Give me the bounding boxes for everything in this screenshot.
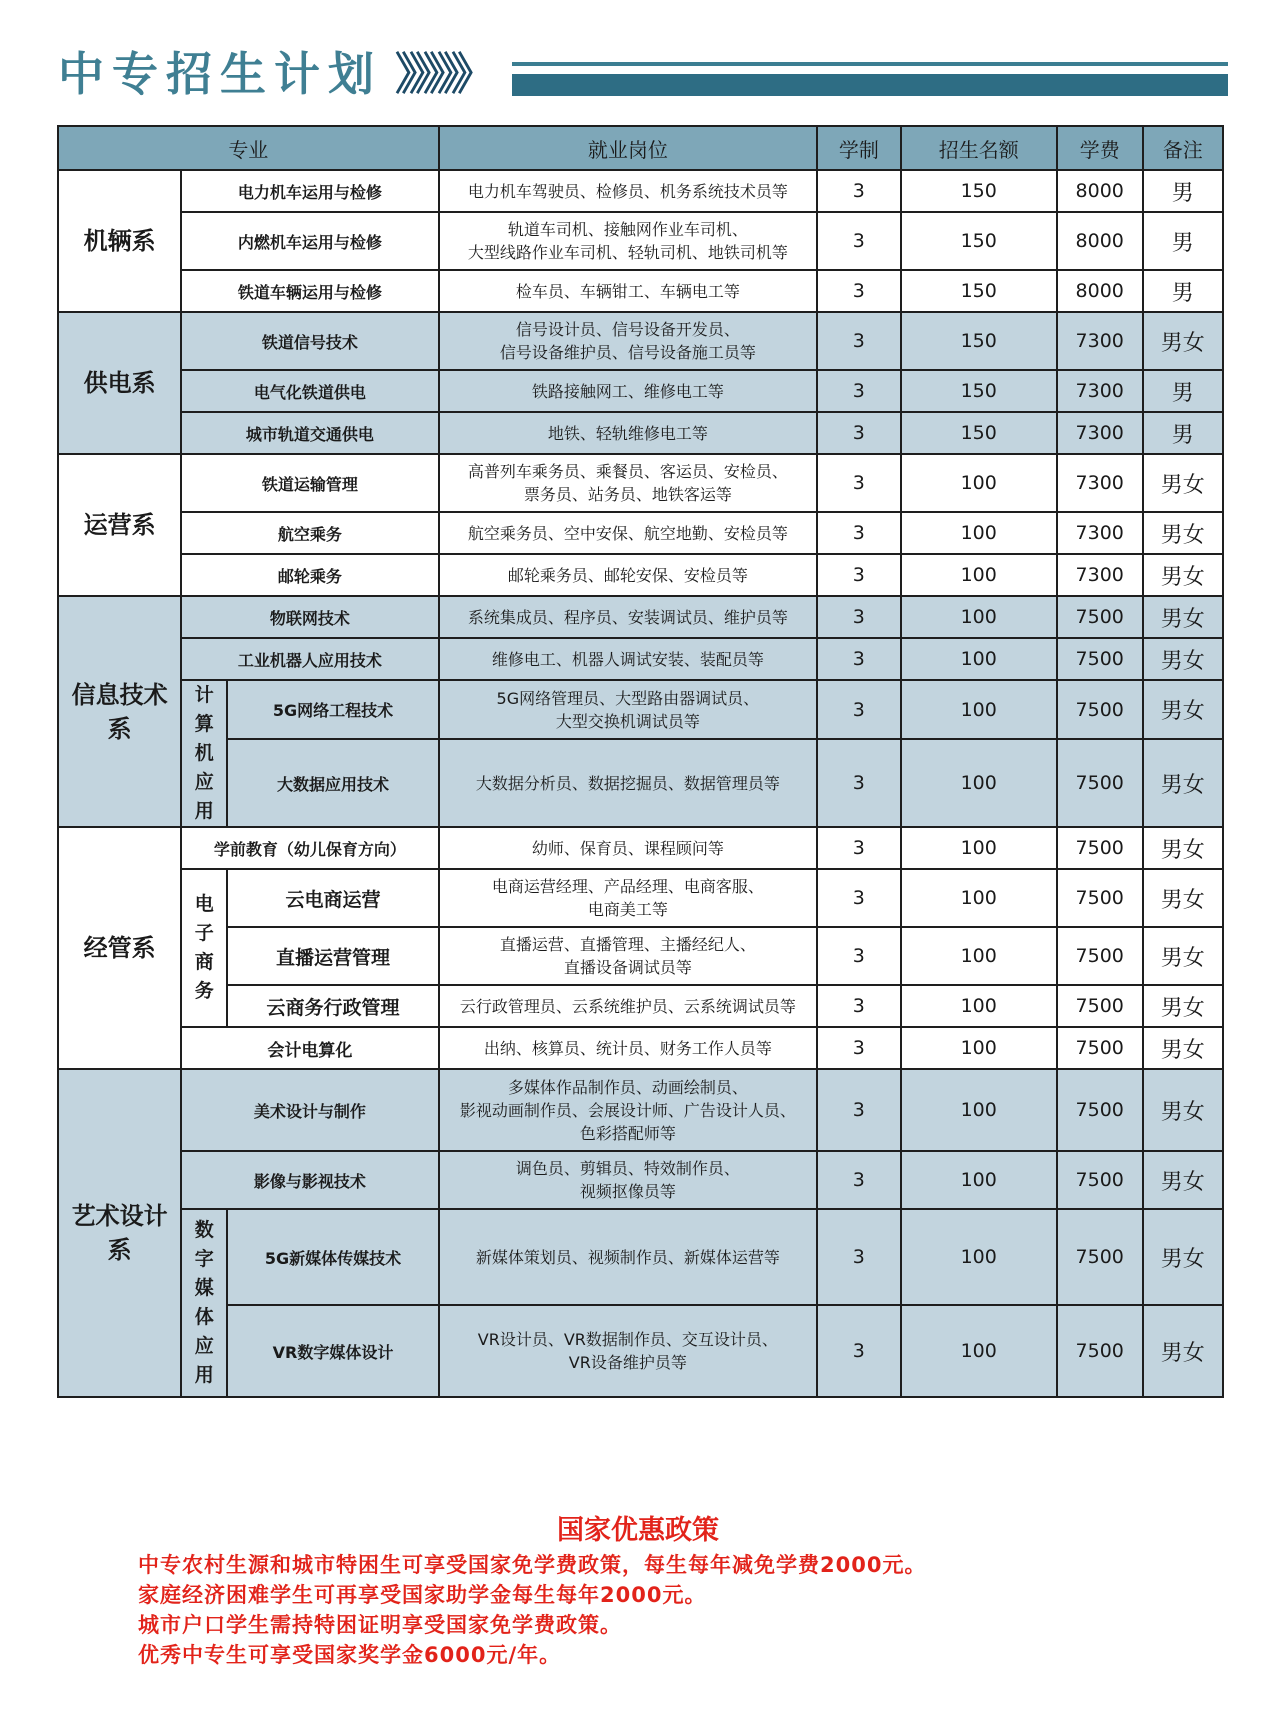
table-row [58, 638, 1223, 680]
fee-cell: 7300 [1057, 512, 1143, 554]
quota-cell: 100 [901, 680, 1057, 739]
jobs-cell: 电力机车驾驶员、检修员、机务系统技术员等 [439, 170, 817, 212]
jobs-cell: 维修电工、机器人调试安装、装配员等 [439, 638, 817, 680]
sub-category-cell [181, 680, 227, 827]
major-cell: 铁道运输管理 [181, 454, 438, 512]
major-cell: 铁道信号技术 [181, 312, 438, 370]
quota-cell: 100 [901, 1069, 1057, 1151]
policy-line: 家庭经济困难学生可再享受国家助学金每生每年2000元。 [138, 1583, 707, 1607]
note-cell: 男 [1143, 370, 1223, 412]
table-row [58, 554, 1223, 596]
table-row [58, 927, 1223, 985]
fee-cell: 7500 [1057, 1027, 1143, 1069]
note-cell: 男女 [1143, 312, 1223, 370]
years-cell: 3 [817, 1069, 901, 1151]
table-row [58, 869, 1223, 927]
major-cell: 直播运营管理 [227, 927, 438, 985]
header-fee: 学费 [1057, 126, 1143, 170]
quota-cell: 150 [901, 212, 1057, 270]
major-cell: 大数据应用技术 [227, 739, 438, 827]
table-row [58, 512, 1223, 554]
fee-cell: 7300 [1057, 370, 1143, 412]
major-cell: 城市轨道交通供电 [181, 412, 438, 454]
sub-category-cell [181, 869, 227, 1027]
fee-cell: 7500 [1057, 739, 1143, 827]
major-cell: 电气化铁道供电 [181, 370, 438, 412]
jobs-cell: 5G网络管理员、大型路由器调试员、 大型交换机调试员等 [439, 680, 817, 739]
quota-cell: 100 [901, 454, 1057, 512]
jobs-cell: 高普列车乘务员、乘餐员、客运员、安检员、 票务员、站务员、地铁客运等 [439, 454, 817, 512]
table-row [58, 312, 1223, 370]
quota-cell: 100 [901, 512, 1057, 554]
fee-cell: 7500 [1057, 1069, 1143, 1151]
years-cell: 3 [817, 739, 901, 827]
jobs-cell: 电商运营经理、产品经理、电商客服、 电商美工等 [439, 869, 817, 927]
fee-cell: 7300 [1057, 412, 1143, 454]
note-cell: 男 [1143, 270, 1223, 312]
quota-cell: 100 [901, 985, 1057, 1027]
jobs-cell: 信号设计员、信号设备开发员、 信号设备维护员、信号设备施工员等 [439, 312, 817, 370]
jobs-cell: 多媒体作品制作员、动画绘制员、 影视动画制作员、会展设计师、广告设计人员、 色彩搭配师等 [439, 1069, 817, 1151]
years-cell: 3 [817, 1027, 901, 1069]
fee-cell: 7300 [1057, 454, 1143, 512]
years-cell: 3 [817, 554, 901, 596]
fee-cell: 7300 [1057, 312, 1143, 370]
quota-cell: 100 [901, 1209, 1057, 1305]
quota-cell: 100 [901, 1027, 1057, 1069]
policy-line: 中专农村生源和城市特困生可享受国家免学费政策，每生每年减免学费2000元。 [138, 1553, 927, 1577]
jobs-cell: 直播运营、直播管理、主播经纪人、 直播设备调试员等 [439, 927, 817, 985]
quota-cell: 100 [901, 1151, 1057, 1209]
jobs-cell: 地铁、轻轨维修电工等 [439, 412, 817, 454]
header-years: 学制 [817, 126, 901, 170]
enrollment-table [57, 125, 1224, 1398]
header-note: 备注 [1143, 126, 1223, 170]
note-cell: 男女 [1143, 1069, 1223, 1151]
major-cell: 学前教育（幼儿保育方向） [181, 827, 438, 869]
table-row [58, 1209, 1223, 1305]
page-title: 中专招生计划 [58, 47, 382, 101]
note-cell: 男女 [1143, 827, 1223, 869]
table-row [58, 1027, 1223, 1069]
quota-cell: 100 [901, 554, 1057, 596]
major-cell: 电力机车运用与检修 [181, 170, 438, 212]
quota-cell: 150 [901, 412, 1057, 454]
quota-cell: 100 [901, 927, 1057, 985]
note-cell: 男女 [1143, 739, 1223, 827]
quota-cell: 150 [901, 270, 1057, 312]
policy-line: 优秀中专生可享受国家奖学金6000元/年。 [138, 1643, 562, 1667]
table-row [58, 1069, 1223, 1151]
table-row [58, 1151, 1223, 1209]
policy-line: 城市户口学生需持特困证明享受国家免学费政策。 [138, 1613, 622, 1637]
quota-cell: 150 [901, 170, 1057, 212]
note-cell: 男女 [1143, 1305, 1223, 1397]
policy-list [138, 1550, 926, 1670]
jobs-cell: 大数据分析员、数据挖掘员、数据管理员等 [439, 739, 817, 827]
quota-cell: 100 [901, 827, 1057, 869]
table-row [58, 985, 1223, 1027]
jobs-cell: 铁路接触网工、维修电工等 [439, 370, 817, 412]
fee-cell: 7500 [1057, 1151, 1143, 1209]
chevron-decoration: 》》》》》 [395, 49, 487, 100]
quota-cell: 100 [901, 1305, 1057, 1397]
quota-cell: 100 [901, 638, 1057, 680]
sub-category-label: 电 子 商 务 [194, 893, 214, 1002]
fee-cell: 7500 [1057, 1305, 1143, 1397]
jobs-cell: 邮轮乘务员、邮轮安保、安检员等 [439, 554, 817, 596]
table-row [58, 370, 1223, 412]
major-cell: 会计电算化 [181, 1027, 438, 1069]
table-row [58, 739, 1223, 827]
years-cell: 3 [817, 596, 901, 638]
fee-cell: 8000 [1057, 170, 1143, 212]
header-jobs: 就业岗位 [439, 126, 817, 170]
fee-cell: 7500 [1057, 1209, 1143, 1305]
note-cell: 男 [1143, 412, 1223, 454]
fee-cell: 7500 [1057, 927, 1143, 985]
quota-cell: 100 [901, 739, 1057, 827]
fee-cell: 7500 [1057, 869, 1143, 927]
major-cell: 5G新媒体传媒技术 [227, 1209, 438, 1305]
table-row [58, 596, 1223, 638]
years-cell: 3 [817, 1151, 901, 1209]
table-row [58, 212, 1223, 270]
years-cell: 3 [817, 985, 901, 1027]
years-cell: 3 [817, 270, 901, 312]
years-cell: 3 [817, 927, 901, 985]
quota-cell: 150 [901, 370, 1057, 412]
years-cell: 3 [817, 680, 901, 739]
fee-cell: 7500 [1057, 827, 1143, 869]
major-cell: 工业机器人应用技术 [181, 638, 438, 680]
note-cell: 男女 [1143, 512, 1223, 554]
major-cell: 航空乘务 [181, 512, 438, 554]
jobs-cell: 轨道车司机、接触网作业车司机、 大型线路作业车司机、轻轨司机、地铁司机等 [439, 212, 817, 270]
years-cell: 3 [817, 1209, 901, 1305]
note-cell: 男女 [1143, 454, 1223, 512]
major-cell: 邮轮乘务 [181, 554, 438, 596]
table-row [58, 412, 1223, 454]
years-cell: 3 [817, 512, 901, 554]
major-cell: 美术设计与制作 [181, 1069, 438, 1151]
jobs-cell: 系统集成员、程序员、安装调试员、维护员等 [439, 596, 817, 638]
table-row [58, 270, 1223, 312]
note-cell: 男女 [1143, 638, 1223, 680]
note-cell: 男 [1143, 170, 1223, 212]
policy-title: 国家优惠政策 [557, 1515, 719, 1546]
note-cell: 男女 [1143, 927, 1223, 985]
sub-category-cell [181, 1209, 227, 1397]
jobs-cell: 幼师、保育员、课程顾问等 [439, 827, 817, 869]
major-cell: VR数字媒体设计 [227, 1305, 438, 1397]
dept-cell: 艺术设计系 [58, 1069, 181, 1397]
note-cell: 男女 [1143, 985, 1223, 1027]
fee-cell: 7500 [1057, 638, 1143, 680]
years-cell: 3 [817, 1305, 901, 1397]
fee-cell: 7500 [1057, 596, 1143, 638]
note-cell: 男女 [1143, 596, 1223, 638]
jobs-cell: 航空乘务员、空中安保、航空地勤、安检员等 [439, 512, 817, 554]
dept-cell: 运营系 [58, 454, 181, 596]
years-cell: 3 [817, 454, 901, 512]
major-cell: 5G网络工程技术 [227, 680, 438, 739]
header-rule-thick [512, 74, 1228, 96]
years-cell: 3 [817, 827, 901, 869]
major-cell: 云电商运营 [227, 869, 438, 927]
dept-cell: 供电系 [58, 312, 181, 454]
years-cell: 3 [817, 212, 901, 270]
major-cell: 内燃机车运用与检修 [181, 212, 438, 270]
dept-cell: 机辆系 [58, 170, 181, 312]
note-cell: 男女 [1143, 1209, 1223, 1305]
major-cell: 云商务行政管理 [227, 985, 438, 1027]
dept-cell: 信息技术系 [58, 596, 181, 827]
major-cell: 影像与影视技术 [181, 1151, 438, 1209]
note-cell: 男女 [1143, 554, 1223, 596]
note-cell: 男女 [1143, 680, 1223, 739]
fee-cell: 7300 [1057, 554, 1143, 596]
note-cell: 男女 [1143, 869, 1223, 927]
jobs-cell: 出纳、核算员、统计员、财务工作人员等 [439, 1027, 817, 1069]
years-cell: 3 [817, 412, 901, 454]
fee-cell: 7500 [1057, 985, 1143, 1027]
fee-cell: 8000 [1057, 270, 1143, 312]
header-rule-thin [512, 62, 1228, 66]
note-cell: 男女 [1143, 1151, 1223, 1209]
years-cell: 3 [817, 170, 901, 212]
major-cell: 铁道车辆运用与检修 [181, 270, 438, 312]
jobs-cell: 调色员、剪辑员、特效制作员、 视频抠像员等 [439, 1151, 817, 1209]
major-cell: 物联网技术 [181, 596, 438, 638]
header-quota: 招生名额 [901, 126, 1057, 170]
table-row [58, 170, 1223, 212]
years-cell: 3 [817, 370, 901, 412]
table-header-row [58, 126, 1223, 170]
jobs-cell: VR设计员、VR数据制作员、交互设计员、 VR设备维护员等 [439, 1305, 817, 1397]
table-row [58, 454, 1223, 512]
years-cell: 3 [817, 869, 901, 927]
table-row [58, 827, 1223, 869]
sub-category-label: 计 算 机 应 用 [194, 684, 214, 822]
jobs-cell: 新媒体策划员、视频制作员、新媒体运营等 [439, 1209, 817, 1305]
note-cell: 男女 [1143, 1027, 1223, 1069]
jobs-cell: 云行政管理员、云系统维护员、云系统调试员等 [439, 985, 817, 1027]
dept-cell: 经管系 [58, 827, 181, 1069]
table-row [58, 1305, 1223, 1397]
fee-cell: 8000 [1057, 212, 1143, 270]
jobs-cell: 检车员、车辆钳工、车辆电工等 [439, 270, 817, 312]
table-row [58, 680, 1223, 739]
note-cell: 男 [1143, 212, 1223, 270]
years-cell: 3 [817, 638, 901, 680]
sub-category-label: 数 字 媒 体 应 用 [194, 1219, 214, 1386]
quota-cell: 150 [901, 312, 1057, 370]
years-cell: 3 [817, 312, 901, 370]
quota-cell: 100 [901, 596, 1057, 638]
fee-cell: 7500 [1057, 680, 1143, 739]
header-major: 专业 [58, 126, 439, 170]
quota-cell: 100 [901, 869, 1057, 927]
